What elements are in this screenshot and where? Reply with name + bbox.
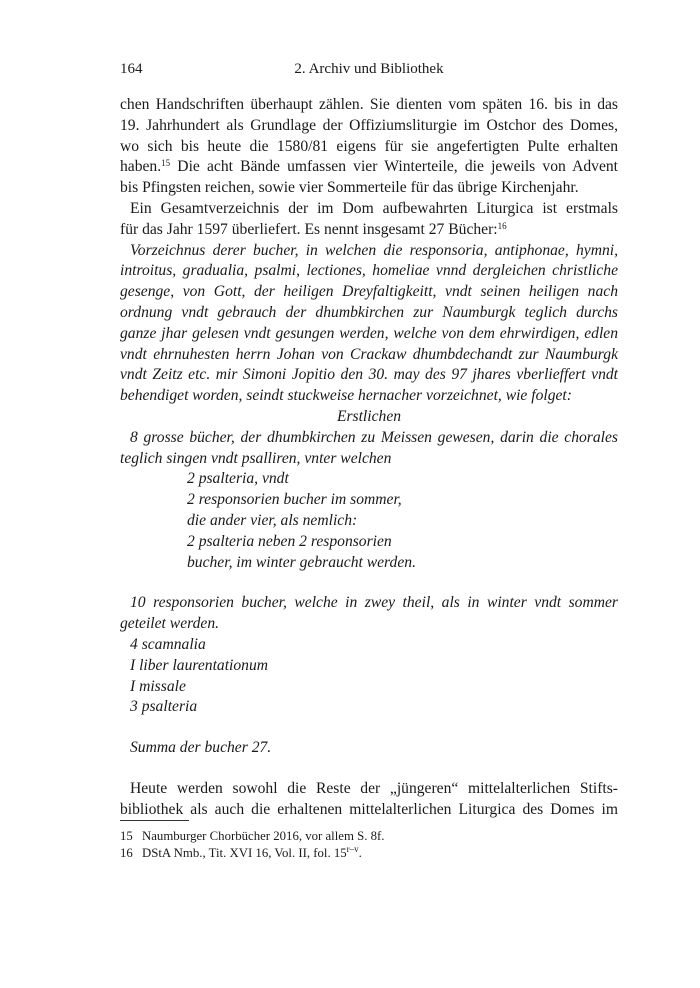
text-line: für das Jahr 1597 überliefert. Es nennt insgesamt 27 Bücher:$^{16}$: [120, 220, 507, 238]
list-item: 4 scamnalia: [130, 635, 206, 653]
text-line: 19. Jahrhundert als Grundlage der Offiziumsliturgie im Ostchor des Domes,: [120, 116, 618, 134]
sublist-item: bucher, im winter gebraucht werden.: [187, 553, 416, 571]
text-line: Heute werden sowohl die Reste der „jüngeren“ mittelalterlichen Stifts-: [130, 779, 618, 797]
quote-line: teglich singen vndt psalliren, vnter welchen: [120, 449, 392, 467]
footnote-superscript: r–v: [346, 844, 359, 854]
footnote-text: DStA Nmb., Tit. XVI 16, Vol. II, fol. 15: [142, 846, 347, 860]
footnote-ref: 15: [161, 158, 171, 169]
footnote-number: 15: [120, 829, 133, 843]
quote-line: vndt ehrnuhesten herrn Johan von Crackaw dhumbdechandt zur Naumburgk: [120, 345, 618, 363]
text-line: bibliothek als auch die erhaltenen mittelalterlichen Liturgica des Domes im: [120, 800, 618, 818]
text-line: haben.$^{15}$ Die acht Bände umfassen vier Winterteile, die jeweils von Advent: [120, 158, 618, 176]
quote-line: ordnung vndt gebrauch der dhumbkirchen zur Naumburgk teglich durchs: [120, 303, 618, 321]
quote-line: 8 grosse bücher, der dhumbkirchen zu Meissen gewesen, darin die chorales: [130, 428, 618, 446]
quote-heading: Erstlichen: [336, 407, 402, 425]
footnote-number: 16: [120, 846, 133, 860]
footnote-text: Naumburger Chorbücher 2016, vor allem S. 8f.: [142, 829, 385, 843]
footnote-rule: [120, 820, 189, 821]
quote-line: introitus, gradualia, psalmi, lectiones, homeliae vnnd dergleichen christliche: [120, 262, 618, 280]
quote-summary: Summa der bucher 27.: [130, 739, 272, 757]
quote-line: Vorzeichnus derer bucher, in welchen die responsoria, antiphonae, hymni,: [130, 241, 618, 259]
list-item: 3 psalteria: [130, 698, 198, 716]
quote-line: ganze jhar gelesen vndt gesungen werden, welche von dem ehrwirdigen, edlen: [120, 324, 618, 342]
list-item: I liber laurentationum: [130, 656, 269, 674]
footnote: [120, 846, 618, 861]
list-item: I missale: [130, 677, 186, 695]
text-line: bis Pfingsten reichen, sowie vier Sommerteile für das übrige Kirchenjahr.: [120, 179, 579, 197]
quote-line: 10 responsorien bucher, welche in zwey theil, als in winter vndt sommer: [130, 594, 618, 612]
sublist-item: 2 psalteria neben 2 responsorien: [187, 532, 392, 550]
quote-sublist: [120, 469, 618, 573]
footnote: [120, 829, 618, 844]
running-head: 2. Archiv und Bibliothek: [294, 61, 444, 77]
sublist-item: 2 psalteria, vndt: [187, 470, 289, 488]
quote-line: behendiget worden, seindt stuckweise hernacher vorzeichnet, wie folget:: [120, 387, 572, 405]
footnote-end: .: [358, 846, 362, 860]
quote-list: [120, 635, 618, 718]
text-line: chen Handschriften überhaupt zählen. Sie dienten vom späten 16. bis in das: [120, 96, 618, 113]
footnote-ref: 16: [497, 220, 507, 231]
sublist-item: die ander vier, als nemlich:: [187, 511, 358, 529]
text-line: Ein Gesamtverzeichnis der im Dom aufbewahrten Liturgica ist erstmals: [130, 199, 618, 217]
text-line: wo sich bis heute die 1580/81 eigens für sie angefertigten Pulte erhalten: [120, 137, 618, 155]
page-number: 164: [120, 61, 143, 77]
quote-line: vndt Zeitz etc. mir Simoni Jopitio den 30. may des 97 jhares vberlieffert vndt: [120, 366, 618, 384]
sublist-item: 2 responsorien bucher im sommer,: [187, 491, 402, 509]
quote-line: geteilet werden.: [120, 615, 220, 633]
main-text: [120, 95, 618, 821]
quote-line: gesenge, von Gott, der heiligen Dreyfaltigkeitt, vndt seinen heiligen nach: [120, 283, 618, 301]
